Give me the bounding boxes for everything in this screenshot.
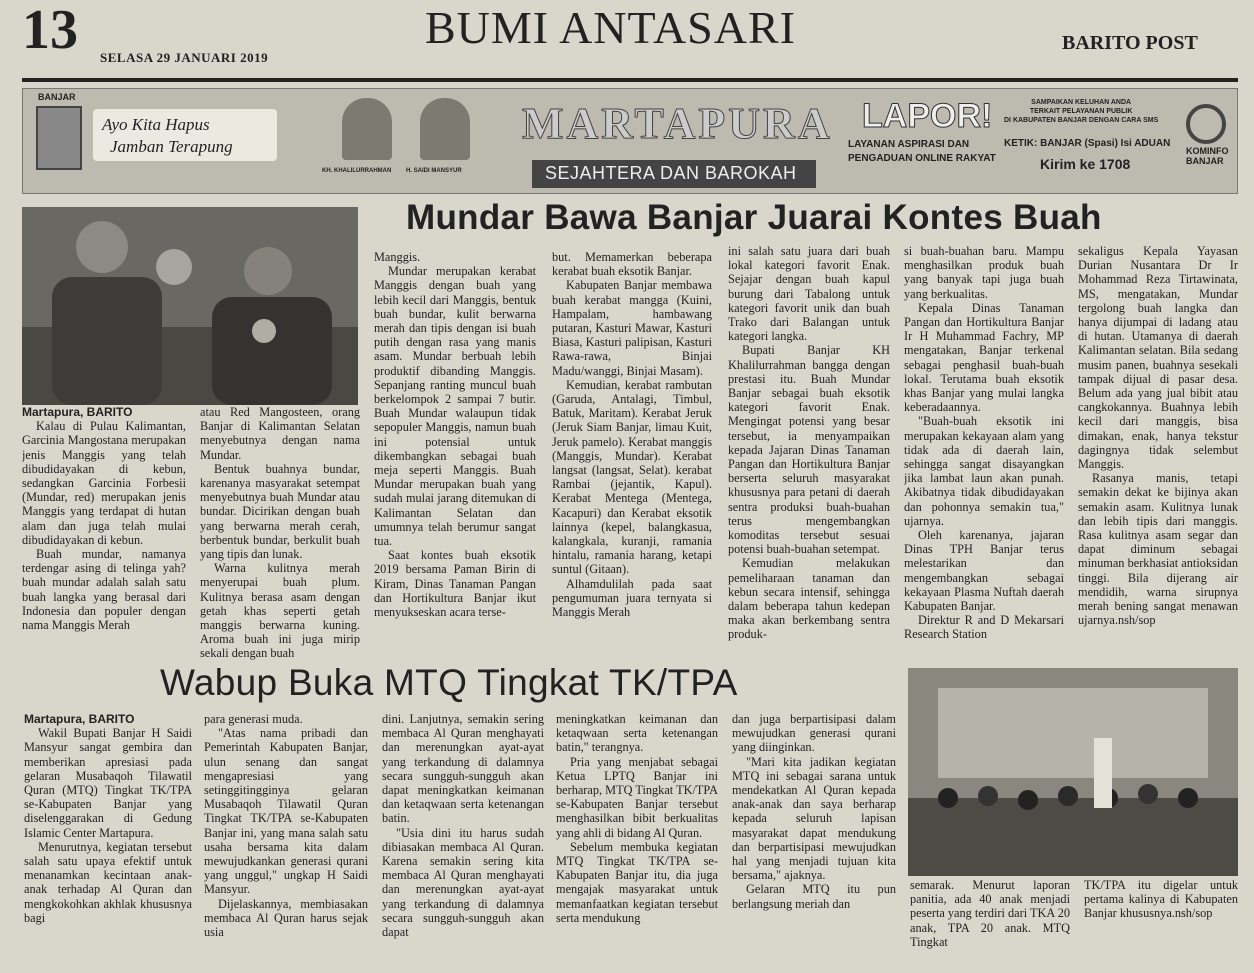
handshake-photo: [22, 207, 358, 405]
paragraph: Kalau di Pulau Kalimantan, Garcinia Mangostana merupakan jenis Manggis yang telah dibudidayakan di kebun, sedangkan Garcinia Forbesii (Mundar, red) merupakan jenis Manggis yang terdapat di hutan alam dan juga telah mulai dibudidayakan di kebun.: [22, 419, 186, 547]
paragraph: Kemudian melakukan pemeliharaan tanaman dan kebun secara intensif, sehingga dalam beberapa tahun kedepan maka akan berkembang sentra produk-: [728, 556, 890, 642]
paragraph: Warna kulitnya merah menyerupai buah plum. Kulitnya berasa asam dengan getah khas seperti getah manggis berwarna kuning. Aroma buah ini juga mirip sekali dengan buah: [200, 561, 360, 661]
paragraph: Wakil Bupati Banjar H Saidi Mansyur sangat gembira dan memberikan apresiasi pada gelaran Musabaqoh Tilawatil Quran (MTQ) Tingkat TK/TPA se-Kabupaten Banjar yang diselenggarakan di Gedung Islamic Center Martapura.: [24, 726, 192, 840]
article-1-column-2: [200, 405, 360, 665]
official-portrait-1: [342, 98, 392, 160]
paragraph: si buah-buahan baru. Mampu menghasilkan produk buah yang banyak tapi juga buah yang berkualitas.: [904, 244, 1064, 301]
paragraph: Kabupaten Banjar membawa buah kerabat mangga (Kuini, Hampalam, hambawang putaran, Kasturi Mawar, Kasturi Biasa, Kasturi palipisan, Kasturi Rawa-rawa, Binjai Madu/wanggi, Binjai Masam).: [552, 278, 712, 378]
article-1-column-1: [22, 405, 186, 665]
official-name-1: KH. KHALILURRAHMAN: [322, 168, 392, 174]
paragraph: "Buah-buah eksotik ini merupakan kekayaan alam yang tidak ada di daerah lain, sehingga sangat disayangkan jika lambat laun akan punah. Akibatnya tidak dibudidayakan dan pohonnya semakin tua," ujarnya.: [904, 414, 1064, 528]
sms-info-3: DI KABUPATEN BANJAR DENGAN CARA SMS: [1004, 117, 1159, 124]
article-1-column-6: [904, 244, 1064, 665]
lapor-subtitle: [848, 138, 996, 166]
paragraph: Kemudian, kerabat rambutan (Garuda, Antalagi, Timbul, Batuk, Maritam). Kerabat Jeruk (Jeruk Siam Banjar, limau Kuit, Jeruk pamelo). Kerabat manggis (Manggis, Mundar). Kerabat langsat (langsat, Selat). kerabat Rambai (jejantik, Kapul). Kerabat Mentega (Mentega, Kacapuri) dan Kerabat eksotik lainnya (kepel, balangkasua, kalangkala, kuranji, ramania hintalu, ramania harang, ketapi suntul (Gitaan).: [552, 377, 712, 577]
paragraph: meningkatkan keimanan dan ketaqwaan serta ketenangan batin," terangnya.: [556, 712, 718, 755]
paragraph: Dijelaskannya, membiasakan membaca Al Quran harus sejak usia: [204, 896, 368, 940]
paragraph: atau Red Mangosteen, orang Banjar di Kalimantan Selatan menyebutnya dengan nama Mundar.: [200, 405, 360, 462]
article-1-column-5: [728, 244, 890, 665]
banner-city: MARTAPURA: [522, 99, 833, 148]
issue-date: SELASA 29 JANUARI 2019: [100, 50, 269, 65]
paragraph: Saat kontes buah eksotik 2019 bersama Paman Birin di Kiram, Dinas Tanaman Pangan dan Hortikultura Banjar ikut menyukseskan acara terse-: [374, 548, 536, 620]
paragraph: Buah mundar, namanya terdengar asing di telinga yah? buah mundar adalah salah satu buah langka yang berasal dari Indonesia dan populer dengan nama Manggis Merah: [22, 547, 186, 633]
article-2-column-3: [382, 712, 544, 972]
article-2-column-2: [204, 712, 368, 972]
article-1-dateline: Martapura, BARITO: [22, 405, 133, 419]
sms-info-2: TERKAIT PELAYANAN PUBLIK: [1029, 108, 1133, 115]
lapor-sub-1: LAYANAN ASPIRASI DAN: [848, 139, 970, 150]
article-1-column-4: [552, 250, 712, 665]
paragraph: Kepala Dinas Tanaman Pangan dan Hortikultura Banjar Ir H Muhammad Fachry, MP mengatakan, Banjar terkenal sebagai penghasil buah-buah lokal. Terutama buah eksotik khas Banjar yang mulai langka keberadaannya.: [904, 300, 1064, 415]
newspaper-name: BARITO POST: [1062, 32, 1198, 54]
article-2-photo: [908, 668, 1238, 876]
article-1-column-3: [374, 250, 536, 665]
kominfo-label: KOMINFO BANJAR: [1186, 146, 1229, 166]
article-1-photo: [22, 207, 358, 405]
section-title: BUMI ANTASARI: [425, 2, 796, 53]
article-2-column-6: [910, 878, 1070, 973]
paragraph: Bentuk buahnya bundar, karenanya masyarakat setempat menyebutnya buah Mundar atau bundar. Dicirikan dengan buah yang berwarna merah cerah, berbentuk bundar, berkulit buah yang tipis dan lunak.: [200, 461, 360, 562]
article-2-column-7: [1084, 878, 1238, 973]
paragraph: Menurutnya, kegiatan tersebut salah satu upaya efektif untuk menanamkan kecintaan anak-anak terhadap Al Quran dan mengkokohkan akhlak khususnya bagi: [24, 839, 192, 925]
article-2-column-1: [24, 712, 192, 972]
banner-tagline: SEJAHTERA DAN BAROKAH: [545, 163, 797, 183]
paragraph: TK/TPA itu digelar untuk pertama kalinya di Kabupaten Banjar khususnya.nsh/sop: [1084, 878, 1238, 921]
slogan: [102, 114, 233, 158]
article-2-column-5: [732, 712, 896, 972]
banjar-emblem-icon: [36, 106, 82, 170]
paragraph: sekaligus Kepala Yayasan Durian Nusantara Dr Ir Mohammad Reza Tirtawinata, MS, mengatakan, Mundar tergolong buah langka dan hanya dijumpai di ladang atau di hutan. Utamanya di daerah Kalimantan selatan. Bila sedang musim panen, buahnya sesekali tampak dijual di pasar desa. Belum ada yang jual bibit atau cangkokannya. Buahnya lebih kecil dari manggis, bisa dimakan, enak, hanya tekstur dagingnya tidak selembut Manggis.: [1078, 244, 1238, 472]
paragraph: Bupati Banjar KH Khalilurrahman bangga dengan prestasi itu. Buah Mundar Banjar sebagai buah eksotik kategori favorit Enak. Mengingat potensi yang besar tersebut, ia menyampaikan kepada Jajaran Dinas Tanaman Pangan dan Hortikultura Banjar berserta seluruh masyarakat khususnya para petani di daerah sentra produksi buah-buahan terus mengembangkan komoditas tersebut sesuai potensi buah-buahan setempat.: [728, 343, 890, 557]
paragraph: Rasanya manis, tetapi semakin dekat ke bijinya akan semakin asam. Kulitnya lunak dan lebih tipis dari manggis. Rasa kulitnya asam segar dan dapat diminum sebagai minuman berkhasiat antioksidan tinggi. Bila dijerang air mendidih, warna sirupnya merah bening sangat menawan ujarnya.nsh/sop: [1078, 471, 1238, 628]
paragraph: but. Memamerkan beberapa kerabat buah eksotik Banjar.: [552, 250, 712, 279]
article-1-headline: Mundar Bawa Banjar Juarai Kontes Buah: [406, 198, 1102, 237]
paragraph: para generasi muda.: [204, 712, 303, 726]
kominfo-logo-icon: [1186, 104, 1226, 144]
paragraph: dan juga berpartisipasi dalam mewujudkan generasi qurani yang diinginkan.: [732, 712, 896, 755]
article-2-headline: Wabup Buka MTQ Tingkat TK/TPA: [160, 662, 738, 703]
masthead-rule: [22, 78, 1238, 82]
slogan-line-2: Jamban Terapung: [110, 137, 233, 156]
paragraph: "Usia dini itu harus sudah dibiasakan membaca Al Quran. Karena semakin sering kita membaca Al Quran menghayati dan merenungkan ayat-ayat yang terkandung di dalamnya secara sungguh-sungguh akan dapat: [382, 825, 544, 940]
paragraph: Gelaran MTQ itu pun berlangsung meriah dan: [732, 882, 896, 911]
article-1-column-7: [1078, 244, 1238, 665]
sms-number: Kirim ke 1708: [1040, 156, 1131, 172]
official-name-2: H. SAIDI MANSYUR: [406, 168, 462, 174]
mtq-event-photo: [908, 668, 1238, 876]
official-portrait-2: [420, 98, 470, 160]
paragraph: Manggis.: [374, 250, 421, 264]
paragraph: Oleh karenanya, jajaran Dinas TPH Banjar terus melestarikan dan mengembangkan sebagai kekayaan Plasma Nuftah daerah Kabupaten Banjar.: [904, 528, 1064, 614]
paragraph: semarak. Menurut laporan panitia, ada 40 anak menjadi peserta yang terdiri dari TKA 20 anak, TPA 20 anak. MTQ Tingkat: [910, 878, 1070, 949]
paragraph: Mundar merupakan kerabat Manggis dengan buah yang lebih kecil dari Manggis, bentuk buah bundar, kulit berwarna merah dan tipis dengan isi buah putih dengan rasa yang manis asam. Mundar berbuah lebih produktif dibanding Manggis. Sepanjang ranting muncul buah berkelompok 2 sampai 7 butir. Buah Mundar walaupun tidak sepopuler Manggis, namun buah ini potensial untuk dikembangkan sebagai buah meja seperti Manggis. Buah Mundar merupakan buah yang sudah mulai jarang ditemukan di Kalimantan Selatan dan umumnya telah berumur sangat tua.: [374, 264, 536, 549]
paragraph: Pria yang menjabat sebagai Ketua LPTQ Banjar ini berharap, MTQ Tingkat TK/TPA se-Kabupaten Banjar tersebut menghasilkan bibit berkualitas yang ahli di bidang Al Quran.: [556, 754, 718, 840]
lapor-sub-2: PENGADUAN ONLINE RAKYAT: [848, 153, 996, 164]
lapor-logo: LAPOR!: [862, 97, 993, 135]
slogan-line-1: Ayo Kita Hapus: [102, 115, 210, 134]
paragraph: ini salah satu juara dari buah lokal kategori favorit Enak. Sejajar dengan buah kapul burung dari Tabalong untuk kategori favorit unik dan buah Trako dari Balangan untuk kategori langka.: [728, 244, 890, 344]
paragraph: Alhamdulilah pada saat pengumuman juara ternyata si Manggis Merah: [552, 576, 712, 620]
article-2-column-4: [556, 712, 718, 972]
paragraph: dini. Lanjutnya, semakin sering membaca Al Quran menghayati dan merenungkan ayat-ayat yang terkandung di dalamnya secara sungguh-sungguh akan dapat meningkatkan keimanan dan ketaqwaan serta ketenangan batin.: [382, 712, 544, 826]
paragraph: Direktur R and D Mekarsari Research Station: [904, 613, 1064, 642]
banjar-logo-label: BANJAR: [38, 92, 76, 102]
paragraph: Sebelum membuka kegiatan MTQ Tingkat TK/TPA se-Kabupaten Banjar itu, dia juga mengajak masyarakat untuk memanfaatkan kegiatan tersebut serta mendukung: [556, 839, 718, 925]
sms-info: [1004, 98, 1158, 125]
sms-info-1: SAMPAIKAN KELUHAN ANDA: [1031, 99, 1132, 106]
page-number: 13: [22, 0, 78, 61]
sms-format: KETIK: BANJAR (Spasi) Isi ADUAN: [1004, 138, 1171, 149]
paragraph: "Mari kita jadikan kegiatan MTQ ini sebagai sarana untuk mendekatkan Al Quran kepada anak-anak dan saya berharap kepada seluruh lapisan masyarakat dapat mendukung dan berpartisipasi mewujudkan hal yang menjadi tujuan kita bersama," ajaknya.: [732, 754, 896, 883]
paragraph: "Atas nama pribadi dan Pemerintah Kabupaten Banjar, ulun senang dan sangat mengapresiasi yang setinggitingginya gelaran Musabaqoh Tilawatil Quran Tingkat TK/TPA se-Kabupaten Banjar ini, yang mana salah satu usaha bersama kita dalam mewujudkankan generasi qurani yang unggul," ungkap H Saidi Mansyur.: [204, 726, 368, 897]
article-2-dateline: Martapura, BARITO: [24, 712, 135, 726]
